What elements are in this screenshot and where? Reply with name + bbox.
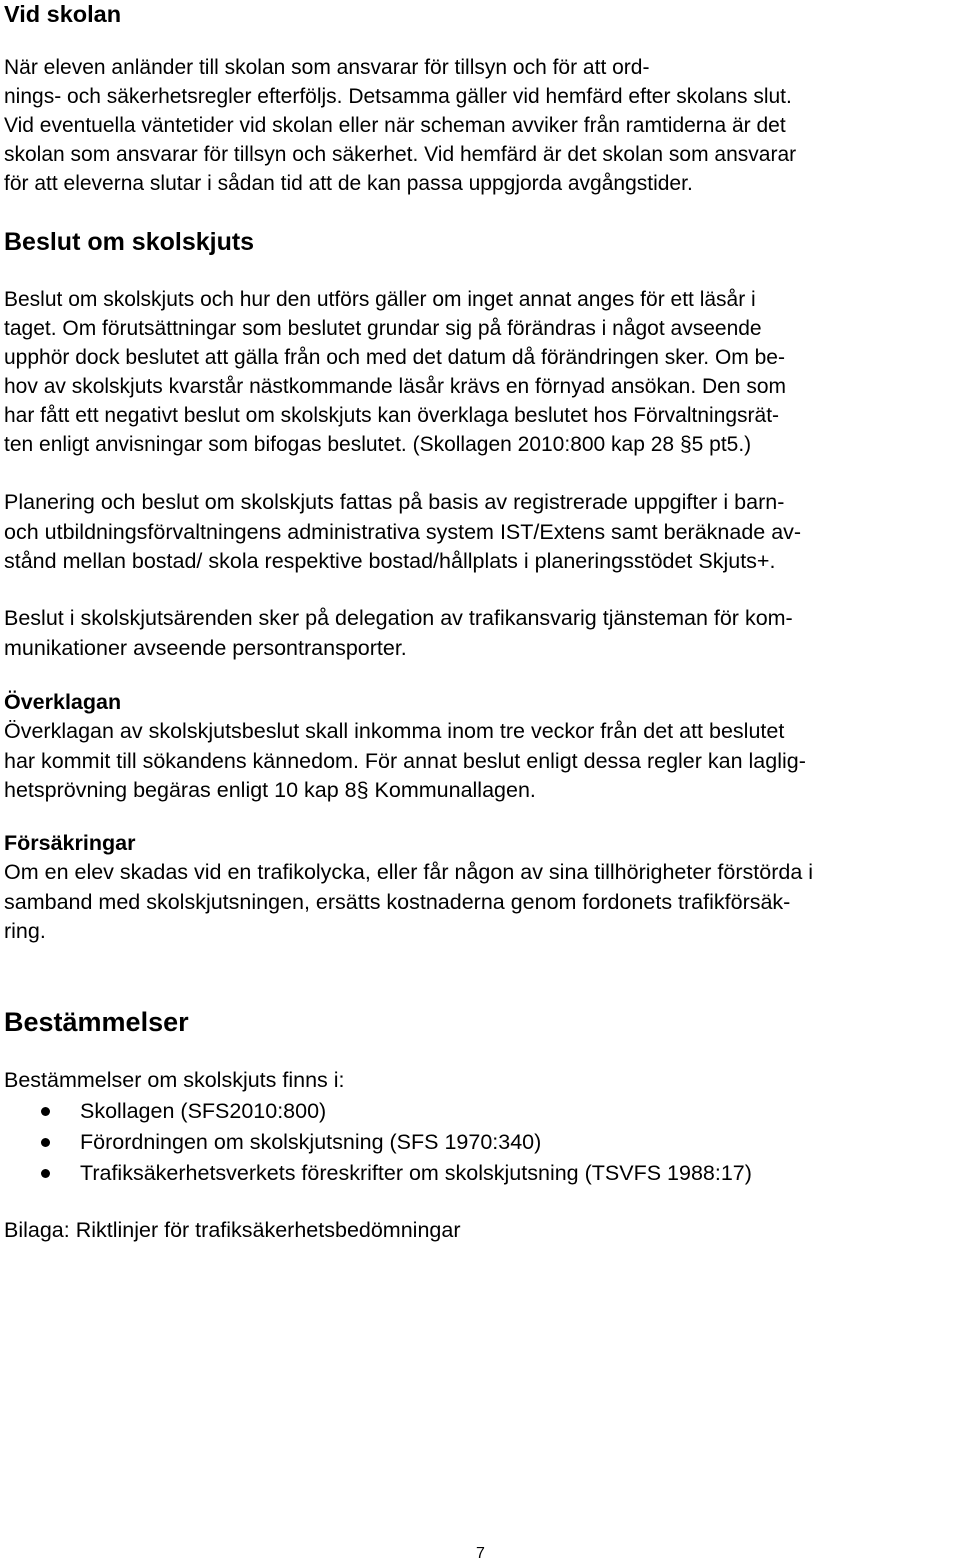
text-line: ten enligt anvisningar som bifogas beslutet. (Skollagen 2010:800 kap 28 §5 pt5.) [4,433,752,456]
text-line: har kommit till sökandens kännedom. För annat beslut enligt dessa regler kan laglig- [4,748,806,773]
text-line: och utbildningsförvaltningens administrativa system IST/Extens samt beräknade av- [4,519,802,544]
text-line: Beslut om skolskjuts och hur den utförs gäller om inget annat anges för ett läsår i [4,288,756,311]
text-line: Överklagan av skolskjutsbeslut skall inkomma inom tre veckor från det att beslutet [4,719,785,743]
text-line: hetsprövning begäras enligt 10 kap 8§ Kommunallagen. [4,778,536,802]
paragraph-beslut-2 [4,488,801,577]
paragraph-beslut-1 [4,285,786,459]
list-item [0,1127,752,1158]
bestammelser-list [0,1096,752,1189]
list-item-text: Skollagen (SFS2010:800) [80,1099,327,1123]
text-line: skolan som ansvarar för tillsyn och säkerhet. Vid hemfärd är det skolan som ansvarar [4,143,797,166]
section-overklagan [4,688,806,806]
paragraph-vid-skolan [4,53,796,198]
text-line: Planering och beslut om skolskjuts fattas på basis av registrerade uppgifter i barn- [4,490,785,514]
heading-overklagan: Överklagan [4,690,122,714]
bullet-icon [41,1107,50,1116]
heading-bestammelser: Bestämmelser [4,1007,189,1037]
list-item-text: Trafiksäkerhetsverkets föreskrifter om skolskjutsning (TSVFS 1988:17) [80,1161,752,1185]
page-number: 7 [476,1545,485,1562]
list-item [0,1158,752,1189]
text-line: ring. [4,919,46,943]
text-line: samband med skolskjutsningen, ersätts kostnaderna genom fordonets trafikförsäk- [4,889,791,914]
list-item-text: Förordningen om skolskjutsning (SFS 1970:340) [80,1130,542,1154]
text-line: Vid eventuella väntetider vid skolan eller när scheman avviker från ramtiderna är det [4,114,786,137]
text-line: Om en elev skadas vid en trafikolycka, eller får någon av sina tillhörigheter förstörda i [4,860,814,884]
text-line: stånd mellan bostad/ skola respektive bostad/hållplats i planeringsstödet Skjuts+. [4,549,776,573]
bilaga-reference: Bilaga: Riktlinjer för trafiksäkerhetsbedömningar [4,1218,461,1242]
text-line: upphör dock beslutet att gälla från och med det datum då förändringen sker. Om be- [4,346,785,369]
heading-forsakringar: Försäkringar [4,831,136,855]
bullet-icon [41,1138,50,1147]
list-item [0,1096,752,1127]
text-line: har fått ett negativt beslut om skolskjuts kan överklaga beslutet hos Förvaltningsrät- [4,404,780,427]
text-line: nings- och säkerhetsregler efterföljs. Detsamma gäller vid hemfärd efter skolans slut. [4,85,792,108]
section-forsakringar [4,829,813,947]
heading-beslut-om-skolskjuts: Beslut om skolskjuts [4,228,255,256]
text-line: munikationer avseende persontransporter. [4,635,407,660]
text-line: När eleven anländer till skolan som ansvarar för tillsyn och för att ord- [4,56,650,79]
heading-vid-skolan: Vid skolan [4,1,122,27]
text-line: taget. Om förutsättningar som beslutet grundar sig på förändras i något avseende [4,317,762,340]
text-line: Beslut i skolskjutsärenden sker på delegation av trafikansvarig tjänsteman för kom- [4,606,793,630]
bullet-icon [41,1169,50,1178]
bestammelser-intro: Bestämmelser om skolskjuts finns i: [4,1068,345,1092]
paragraph-beslut-3 [4,604,793,663]
text-line: för att eleverna slutar i sådan tid att de kan passa uppgjorda avgångstider. [4,172,693,195]
text-line: hov av skolskjuts kvarstår nästkommande läsår krävs en förnyad ansökan. Den som [4,375,787,398]
